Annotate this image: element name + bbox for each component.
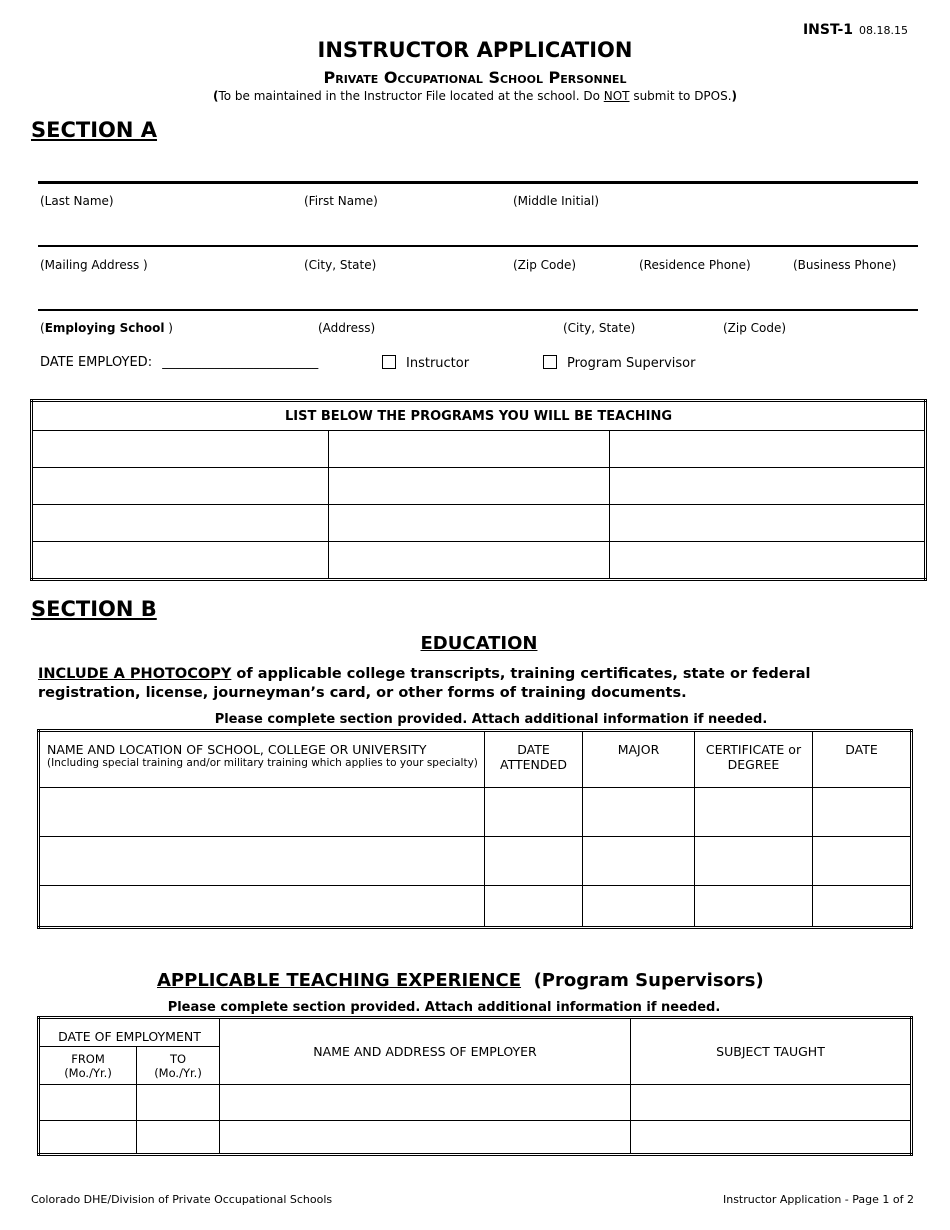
page-subtitle: Private Occupational School Personnel xyxy=(323,68,627,87)
from-line1: FROM xyxy=(71,1051,105,1066)
city-state-label: (City, State) xyxy=(304,258,377,272)
program-cell[interactable] xyxy=(610,542,926,580)
program-cell[interactable] xyxy=(610,468,926,505)
middle-initial-label: (Middle Initial) xyxy=(513,194,600,208)
major-header: MAJOR xyxy=(583,731,695,788)
please-complete-note: Please complete section provided. Attach additional information if needed. xyxy=(214,712,768,727)
date-attended-header xyxy=(485,731,583,788)
experience-cell[interactable] xyxy=(631,1085,912,1121)
education-cell[interactable] xyxy=(39,837,485,886)
divider xyxy=(38,181,918,184)
date-of-employment-header: DATE OF EMPLOYMENT xyxy=(39,1018,220,1047)
certificate-header xyxy=(695,731,813,788)
please-complete-note-2: Please complete section provided. Attach additional information if needed. xyxy=(167,1000,721,1015)
education-cell[interactable] xyxy=(695,788,813,837)
business-phone-label: (Business Phone) xyxy=(793,258,897,272)
to-line1: TO xyxy=(169,1051,187,1066)
header-note xyxy=(0,89,950,103)
last-name-label: (Last Name) xyxy=(40,194,114,208)
divider xyxy=(38,245,918,247)
education-heading: EDUCATION xyxy=(420,633,538,654)
experience-heading-main: APPLICABLE TEACHING EXPERIENCE xyxy=(157,970,522,991)
school-header-label: NAME AND LOCATION OF SCHOOL, COLLEGE OR UNIVERSITY xyxy=(47,742,427,757)
education-cell[interactable] xyxy=(813,886,912,928)
experience-cell[interactable] xyxy=(631,1121,912,1155)
education-cell[interactable] xyxy=(485,788,583,837)
date-header: DATE xyxy=(813,731,912,788)
footer-left: Colorado DHE/Division of Private Occupational Schools xyxy=(31,1193,333,1206)
instructor-option[interactable] xyxy=(382,355,469,371)
date-employed-label: DATE EMPLOYED: xyxy=(40,355,153,370)
instructor-label: Instructor xyxy=(406,356,470,371)
note-not: NOT xyxy=(603,89,630,103)
supervisor-checkbox[interactable] xyxy=(543,355,557,369)
education-cell[interactable] xyxy=(813,837,912,886)
employing-open: ( xyxy=(40,321,45,335)
employing-close: ) xyxy=(164,321,173,335)
school-header-note: (Including special training and/or military training which applies to your specialty) xyxy=(47,757,478,769)
education-table xyxy=(37,729,913,929)
program-cell[interactable] xyxy=(329,468,610,505)
education-cell[interactable] xyxy=(695,886,813,928)
include-photocopy-emph: INCLUDE A PHOTOCOPY xyxy=(38,666,232,682)
page-title: INSTRUCTOR APPLICATION xyxy=(317,38,633,62)
subject-header: SUBJECT TAUGHT xyxy=(631,1018,912,1085)
date-attended-line1: DATE xyxy=(517,742,550,757)
from-header xyxy=(39,1047,137,1085)
program-cell[interactable] xyxy=(32,505,329,542)
school-zip-label: (Zip Code) xyxy=(723,321,787,335)
program-cell[interactable] xyxy=(610,505,926,542)
education-cell[interactable] xyxy=(583,886,695,928)
note-post: submit to DPOS. xyxy=(629,89,732,103)
experience-heading xyxy=(157,970,764,991)
experience-cell[interactable] xyxy=(39,1085,137,1121)
education-cell[interactable] xyxy=(39,788,485,837)
program-cell[interactable] xyxy=(32,431,329,468)
program-cell[interactable] xyxy=(329,542,610,580)
school-address-label: (Address) xyxy=(318,321,376,335)
include-photocopy-rest: of applicable college transcripts, training certificates, state or federal registration, license, journeyman’s card, or other forms of training documents. xyxy=(38,666,811,701)
section-b-heading: SECTION B xyxy=(31,597,157,621)
from-line2: (Mo./Yr.) xyxy=(64,1065,112,1080)
experience-table xyxy=(37,1016,913,1156)
supervisor-label: Program Supervisor xyxy=(567,356,696,371)
to-line2: (Mo./Yr.) xyxy=(154,1065,202,1080)
first-name-label: (First Name) xyxy=(304,194,378,208)
footer-right: Instructor Application - Page 1 of 2 xyxy=(722,1193,914,1206)
experience-heading-rest: (Program Supervisors) xyxy=(521,970,764,991)
employing-school-label xyxy=(40,321,173,335)
divider xyxy=(38,309,918,311)
employing-bold: Employing School xyxy=(44,321,165,335)
certificate-line1: CERTIFICATE or xyxy=(705,742,802,757)
form-code-text: INST-1 xyxy=(802,22,854,38)
education-cell[interactable] xyxy=(695,837,813,886)
instructor-checkbox[interactable] xyxy=(382,355,396,369)
include-photocopy-text xyxy=(38,665,908,703)
education-cell[interactable] xyxy=(485,886,583,928)
program-cell[interactable] xyxy=(329,505,610,542)
education-cell[interactable] xyxy=(485,837,583,886)
mailing-address-label: (Mailing Address ) xyxy=(40,258,148,272)
experience-cell[interactable] xyxy=(39,1121,137,1155)
note-pre: To be maintained in the Instructor File located at the school. Do xyxy=(218,89,604,103)
program-cell[interactable] xyxy=(32,542,329,580)
program-cell[interactable] xyxy=(329,431,610,468)
to-header xyxy=(137,1047,220,1085)
certificate-line2: DEGREE xyxy=(727,757,780,772)
experience-cell[interactable] xyxy=(220,1085,631,1121)
zip-code-label: (Zip Code) xyxy=(513,258,577,272)
residence-phone-label: (Residence Phone) xyxy=(639,258,751,272)
section-a-heading: SECTION A xyxy=(31,118,158,142)
date-employed-field[interactable]: ________________________ xyxy=(162,355,319,370)
experience-cell[interactable] xyxy=(220,1121,631,1155)
employer-header: NAME AND ADDRESS OF EMPLOYER xyxy=(220,1018,631,1085)
experience-cell[interactable] xyxy=(137,1085,220,1121)
education-cell[interactable] xyxy=(39,886,485,928)
program-cell[interactable] xyxy=(610,431,926,468)
school-header xyxy=(39,731,485,788)
education-cell[interactable] xyxy=(583,788,695,837)
date-employed xyxy=(40,355,318,370)
date-attended-line2: ATTENDED xyxy=(499,757,568,772)
programs-table xyxy=(30,399,927,581)
school-city-state-label: (City, State) xyxy=(563,321,636,335)
education-cell[interactable] xyxy=(813,788,912,837)
experience-cell[interactable] xyxy=(137,1121,220,1155)
note-open: ( xyxy=(212,89,219,103)
note-close: ) xyxy=(731,89,738,103)
supervisor-option[interactable] xyxy=(543,355,695,371)
education-cell[interactable] xyxy=(583,837,695,886)
program-cell[interactable] xyxy=(32,468,329,505)
form-code xyxy=(803,22,908,38)
programs-heading: LIST BELOW THE PROGRAMS YOU WILL BE TEACHING xyxy=(32,401,926,431)
form-date: 08.18.15 xyxy=(859,24,908,37)
